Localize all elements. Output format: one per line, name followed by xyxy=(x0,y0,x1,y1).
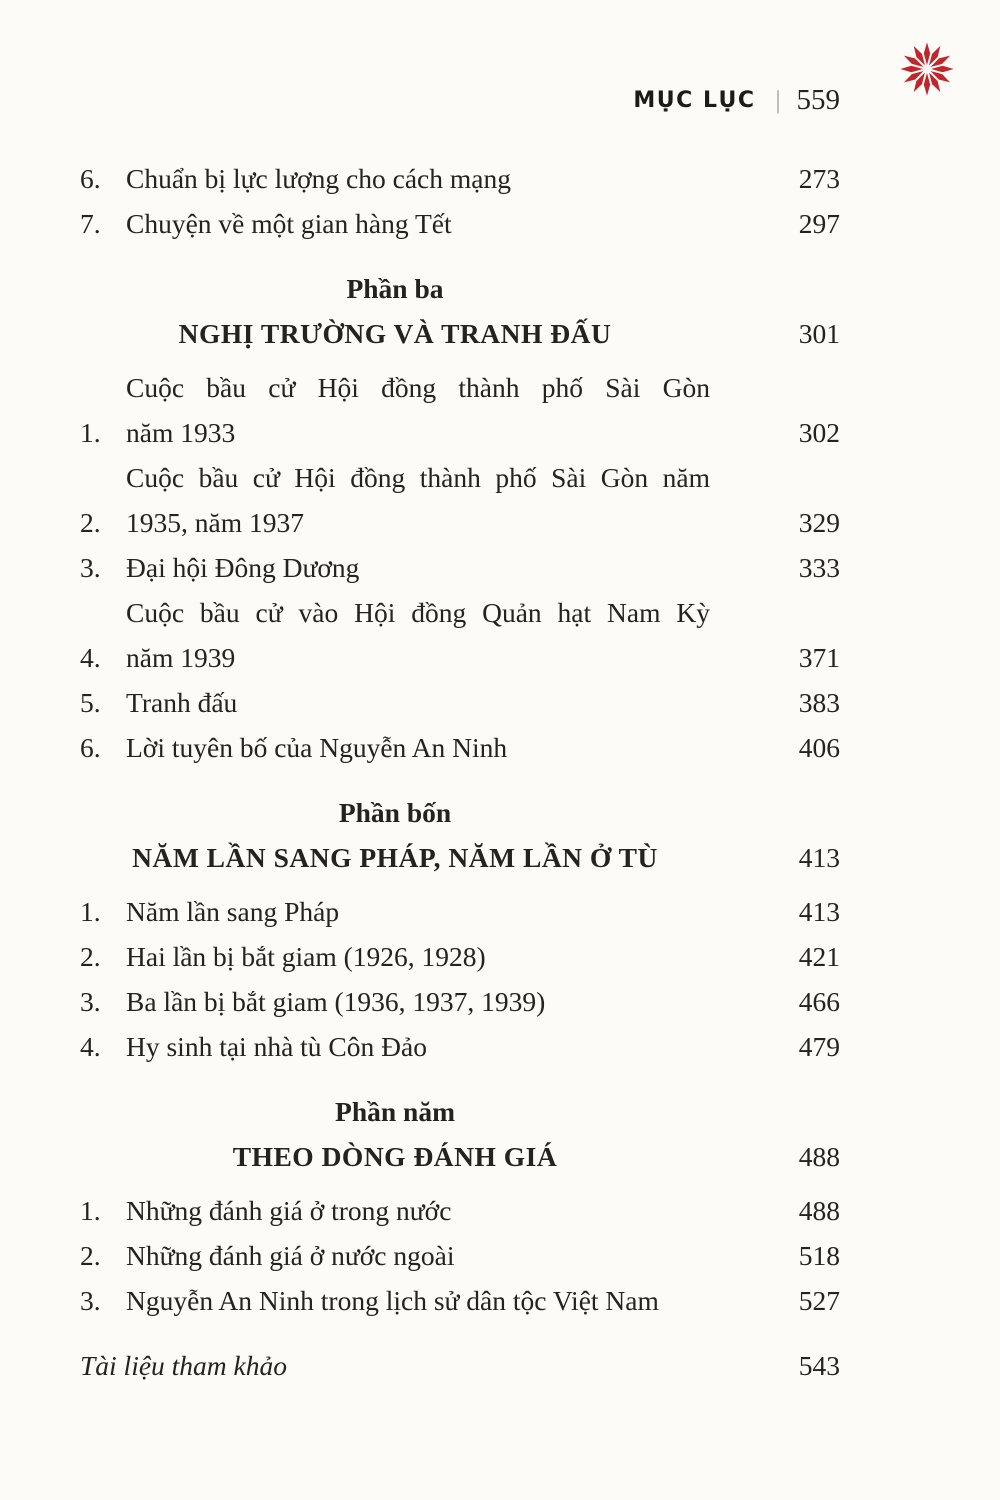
item-title-line: Cuộc bầu cử vào Hội đồng Quản hạt Nam Kỳ xyxy=(126,597,710,628)
item-page: 371 xyxy=(798,642,840,673)
item-title: Lời tuyên bố của Nguyễn An Ninh xyxy=(126,732,508,763)
item-number: 5. xyxy=(80,687,101,718)
logo-burst-shape xyxy=(900,42,953,95)
item-title: Chuẩn bị lực lượng cho cách mạng xyxy=(126,163,511,194)
item-number: 1. xyxy=(80,417,101,448)
toc-item xyxy=(80,156,840,201)
item-number: 3. xyxy=(80,552,101,583)
item-title xyxy=(126,590,780,680)
item-title: Tranh đấu xyxy=(126,687,238,718)
item-number: 1. xyxy=(80,896,101,927)
item-number: 2. xyxy=(80,507,101,538)
header-separator: | xyxy=(775,86,781,114)
item-number: 4. xyxy=(80,1031,101,1062)
references-page: 543 xyxy=(798,1350,840,1381)
item-page: 329 xyxy=(798,507,840,538)
item-page: 518 xyxy=(798,1240,840,1271)
toc-item xyxy=(80,889,840,934)
item-page: 413 xyxy=(798,896,840,927)
item-number: 3. xyxy=(80,986,101,1017)
publisher-logo-icon xyxy=(898,40,956,98)
references-label: Tài liệu tham khảo xyxy=(80,1350,288,1381)
toc-item xyxy=(80,455,840,545)
item-page: 297 xyxy=(798,208,840,239)
toc-item xyxy=(80,545,840,590)
item-title xyxy=(126,455,780,545)
toc-item xyxy=(80,1278,840,1323)
toc-item xyxy=(80,365,840,455)
part-label: Phần bốn xyxy=(338,797,452,828)
header-title: MỤC LỤC xyxy=(633,88,756,113)
item-title-line: năm 1933 xyxy=(126,417,236,448)
item-title-line: Cuộc bầu cử Hội đồng thành phố Sài Gòn xyxy=(126,372,710,403)
item-title: Chuyện về một gian hàng Tết xyxy=(126,208,452,239)
item-page: 333 xyxy=(798,552,840,583)
item-page: 406 xyxy=(798,732,840,763)
part-label: Phần ba xyxy=(346,273,444,304)
running-head xyxy=(80,84,840,117)
item-page: 421 xyxy=(798,941,840,972)
part-heading xyxy=(80,1089,840,1179)
part-page: 413 xyxy=(798,842,840,873)
item-title: Đại hội Đông Dương xyxy=(126,552,360,583)
item-title: Ba lần bị bắt giam (1936, 1937, 1939) xyxy=(126,986,546,1017)
item-page: 383 xyxy=(798,687,840,718)
item-title: Hai lần bị bắt giam (1926, 1928) xyxy=(126,941,486,972)
item-page: 302 xyxy=(798,417,840,448)
toc-item xyxy=(80,1024,840,1069)
header-page-number: 559 xyxy=(796,84,840,116)
item-number: 7. xyxy=(80,208,101,239)
item-page: 488 xyxy=(798,1195,840,1226)
item-title: Năm lần sang Pháp xyxy=(126,896,340,927)
item-title-line: Cuộc bầu cử Hội đồng thành phố Sài Gòn năm xyxy=(126,462,710,493)
toc-item xyxy=(80,1188,840,1233)
item-title xyxy=(126,365,780,455)
item-number: 1. xyxy=(80,1195,101,1226)
item-number: 6. xyxy=(80,163,101,194)
part-title: NGHỊ TRƯỜNG VÀ TRANH ĐẤU xyxy=(178,318,612,349)
part-page: 488 xyxy=(798,1141,840,1172)
part-label: Phần năm xyxy=(335,1096,455,1127)
part-title: NĂM LẦN SANG PHÁP, NĂM LẦN Ở TÙ xyxy=(132,842,658,873)
references-entry xyxy=(80,1343,840,1388)
toc-item xyxy=(80,1233,840,1278)
item-number: 3. xyxy=(80,1285,101,1316)
item-page: 466 xyxy=(798,986,840,1017)
item-number: 2. xyxy=(80,941,101,972)
toc-item xyxy=(80,725,840,770)
item-title: Nguyễn An Ninh trong lịch sử dân tộc Việt Nam xyxy=(126,1285,659,1316)
part-title: THEO DÒNG ĐÁNH GIÁ xyxy=(232,1141,558,1172)
item-number: 4. xyxy=(80,642,101,673)
part-heading xyxy=(80,266,840,356)
item-number: 2. xyxy=(80,1240,101,1271)
item-title-line: năm 1939 xyxy=(126,642,236,673)
toc-item xyxy=(80,590,840,680)
table-of-contents xyxy=(80,156,840,1388)
item-page: 273 xyxy=(798,163,840,194)
toc-item xyxy=(80,680,840,725)
part-heading xyxy=(80,790,840,880)
item-title: Hy sinh tại nhà tù Côn Đảo xyxy=(126,1031,427,1062)
item-title-line: 1935, năm 1937 xyxy=(126,507,304,538)
part-page: 301 xyxy=(798,318,840,349)
toc-item xyxy=(80,934,840,979)
item-page: 527 xyxy=(798,1285,840,1316)
item-title: Những đánh giá ở nước ngoài xyxy=(126,1240,455,1271)
toc-item xyxy=(80,201,840,246)
toc-item xyxy=(80,979,840,1024)
item-number: 6. xyxy=(80,732,101,763)
item-page: 479 xyxy=(798,1031,840,1062)
item-title: Những đánh giá ở trong nước xyxy=(126,1195,452,1226)
